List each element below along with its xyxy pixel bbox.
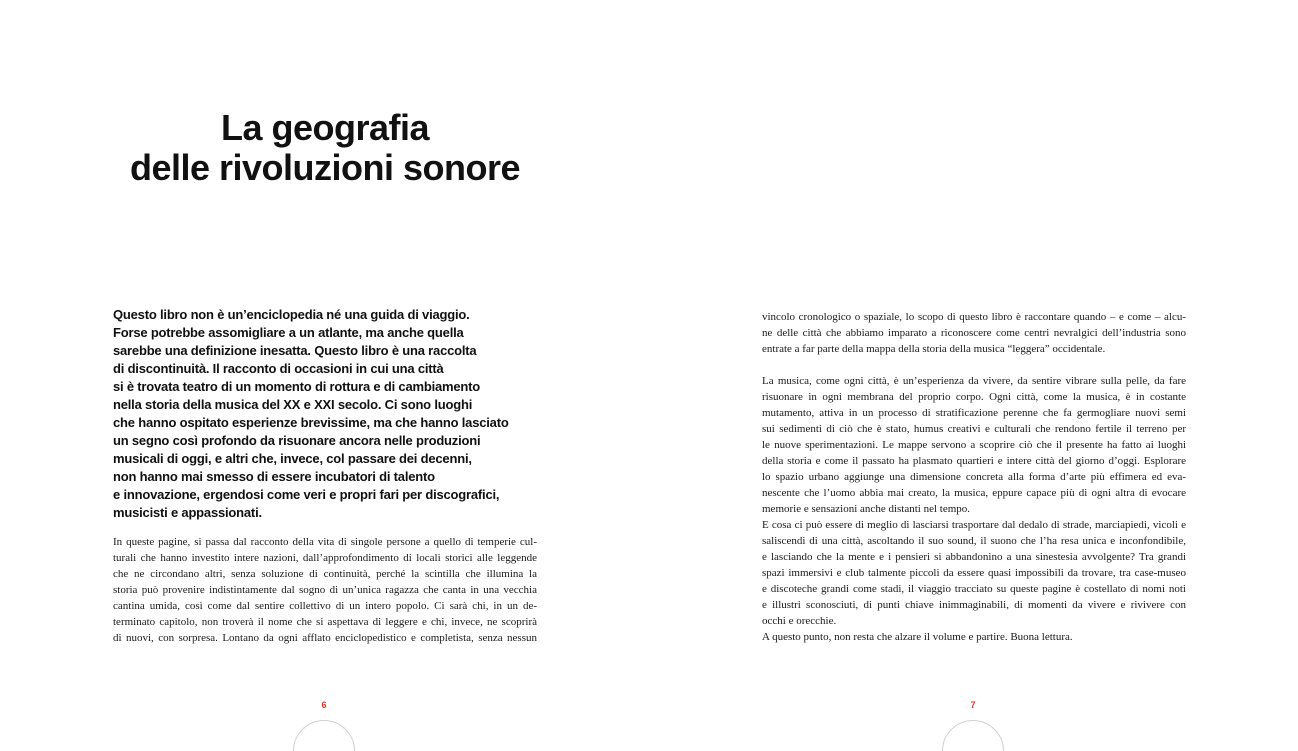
page-number-circle [942, 720, 1004, 751]
lead-line: sarebbe una definizione inesatta. Questo libro è una raccolta [113, 343, 477, 358]
body-line: di nuovi, con sorpresa. Lontano da ogni afflato enciclopedistico e completista, senza nessun [113, 632, 537, 644]
body-line: occhi e orecchie. [762, 615, 837, 627]
chapter-title-line: La geografia [220, 107, 430, 148]
body-line: nescente che l’uomo abbia mai creato, la musica, eppure capace più di ogni altra di evocare [762, 487, 1186, 499]
lead-line: che hanno ospitato esperienze brevissime, ma che hanno lasciato [113, 415, 509, 430]
lead-line: musicisti e appassionati. [113, 505, 262, 520]
body-line: ne delle città che abbiamo imparato a riconoscere come centri nevralgici dell’industria sono [762, 327, 1186, 339]
body-line: turali che hanno investito intere nazioni, dall’approfondimento di locali storici alle leggende [113, 552, 537, 564]
lead-line: un segno così profondo da risuonare ancora nelle produzioni [113, 433, 481, 448]
body-line: e discoteche grandi come stadi, il viaggio tracciato su queste pagine è costellato di nomi noti [762, 583, 1186, 595]
lead-line: Questo libro non è un’enciclopedia né una guida di viaggio. [113, 307, 470, 322]
body-text-left [113, 534, 537, 646]
lead-line: non hanno mai smesso di essere incubatori di talento [113, 469, 435, 484]
lead-line: nella storia della musica del XX e XXI secolo. Ci sono luoghi [113, 397, 473, 412]
body-line: terminato capitolo, non troverà il nome che si aspettava di leggere e chi, invece, ne scoprirà [113, 616, 537, 628]
chapter-title-line: delle rivoluzioni sonore [129, 147, 521, 188]
body-line: A questo punto, non resta che alzare il volume e partire. Buona lettura. [762, 631, 1073, 643]
page-number-circle [293, 720, 355, 751]
body-line: storia può provenire indistintamente dal sogno di un’unica ragazza che canta in una vecchia [113, 584, 537, 596]
body-line: vincolo cronologico o spaziale, lo scopo di questo libro è raccontare quando – e come – alcu- [762, 311, 1186, 323]
body-line: lo spazio urbano aggiunge una dimensione concreta alla forma d’arte più effimera ed eva- [762, 471, 1186, 483]
lead-line: Forse potrebbe assomigliare a un atlante, ma anche quella [113, 325, 464, 340]
body-line: cantina umida, così come dal sentire collettivo di un intero popolo. Ci sarà chi, in un de- [113, 600, 537, 612]
body-line: La musica, come ogni città, è un’esperienza da vivere, da sentire vibrare sulla pelle, da fare [762, 375, 1186, 387]
body-text-right-paragraph-1 [762, 309, 1186, 357]
body-line: spazi immersivi e club talmente piccoli da essere quasi impossibili da trovare, tra case-museo [762, 567, 1186, 579]
body-line: memorie e sensazioni anche distanti nel tempo. [762, 503, 971, 515]
body-line: risuonare in ogni membrana del proprio corpo. Ogni città, come la musica, è in costante [762, 391, 1186, 403]
body-line: e illustri sconosciuti, di punti chiave inimmaginabili, di momenti da vivere e rivivere con [762, 599, 1186, 611]
body-line: saliscendi di una città, ascoltando il suo sound, il suono che l’ha resa unica e inconfondibile, [762, 535, 1186, 547]
body-line: della storia e come il passato ha plasmato quartieri e intere città del giorno d’oggi. Esplorare [762, 455, 1186, 467]
body-line: le nuove sperimentazioni. Le mappe servono a scoprire ciò che il presente ha fatto ai luoghi [762, 439, 1186, 451]
body-text-right-paragraph-2 [762, 373, 1186, 645]
body-line: entrate a far parte della mappa della storia della musica “leggera” occidentale. [762, 343, 1106, 355]
lead-line: musicali di oggi, e altri che, invece, col passare dei decenni, [113, 451, 472, 466]
lead-paragraph [113, 306, 543, 522]
lead-line: e innovazione, ergendosi come veri e propri fari per discografici, [113, 487, 500, 502]
lead-line: di discontinuità. Il racconto di occasioni in cui una città [113, 361, 444, 376]
body-line: sui sedimenti di ciò che è stato, humus creativi e culturali che rendono fertile il terreno per [762, 423, 1186, 435]
right-page [649, 0, 1298, 751]
body-line: E cosa ci può essere di meglio di lasciarsi trasportare dal dedalo di strade, marciapiedi, vicoli e [762, 519, 1186, 531]
body-line: e lasciando che la mente e i pensieri si abbandonino a una sinestesia avvolgente? Tra grandi [762, 551, 1186, 563]
body-line: mutamento, attiva in un processo di stratificazione perenne che fa germogliare nuovi semi [762, 407, 1186, 419]
body-line: In queste pagine, si passa dal racconto della vita di singole persone a quello di temperie cul- [113, 536, 537, 548]
lead-line: si è trovata teatro di un momento di rottura e di cambiamento [113, 379, 481, 394]
chapter-title [100, 108, 550, 188]
body-line: che ne circondano altri, senza soluzione di continuità, perché la scintilla che illumina la [113, 568, 537, 580]
page-number: 6 [321, 700, 327, 710]
page-number: 7 [970, 700, 976, 710]
